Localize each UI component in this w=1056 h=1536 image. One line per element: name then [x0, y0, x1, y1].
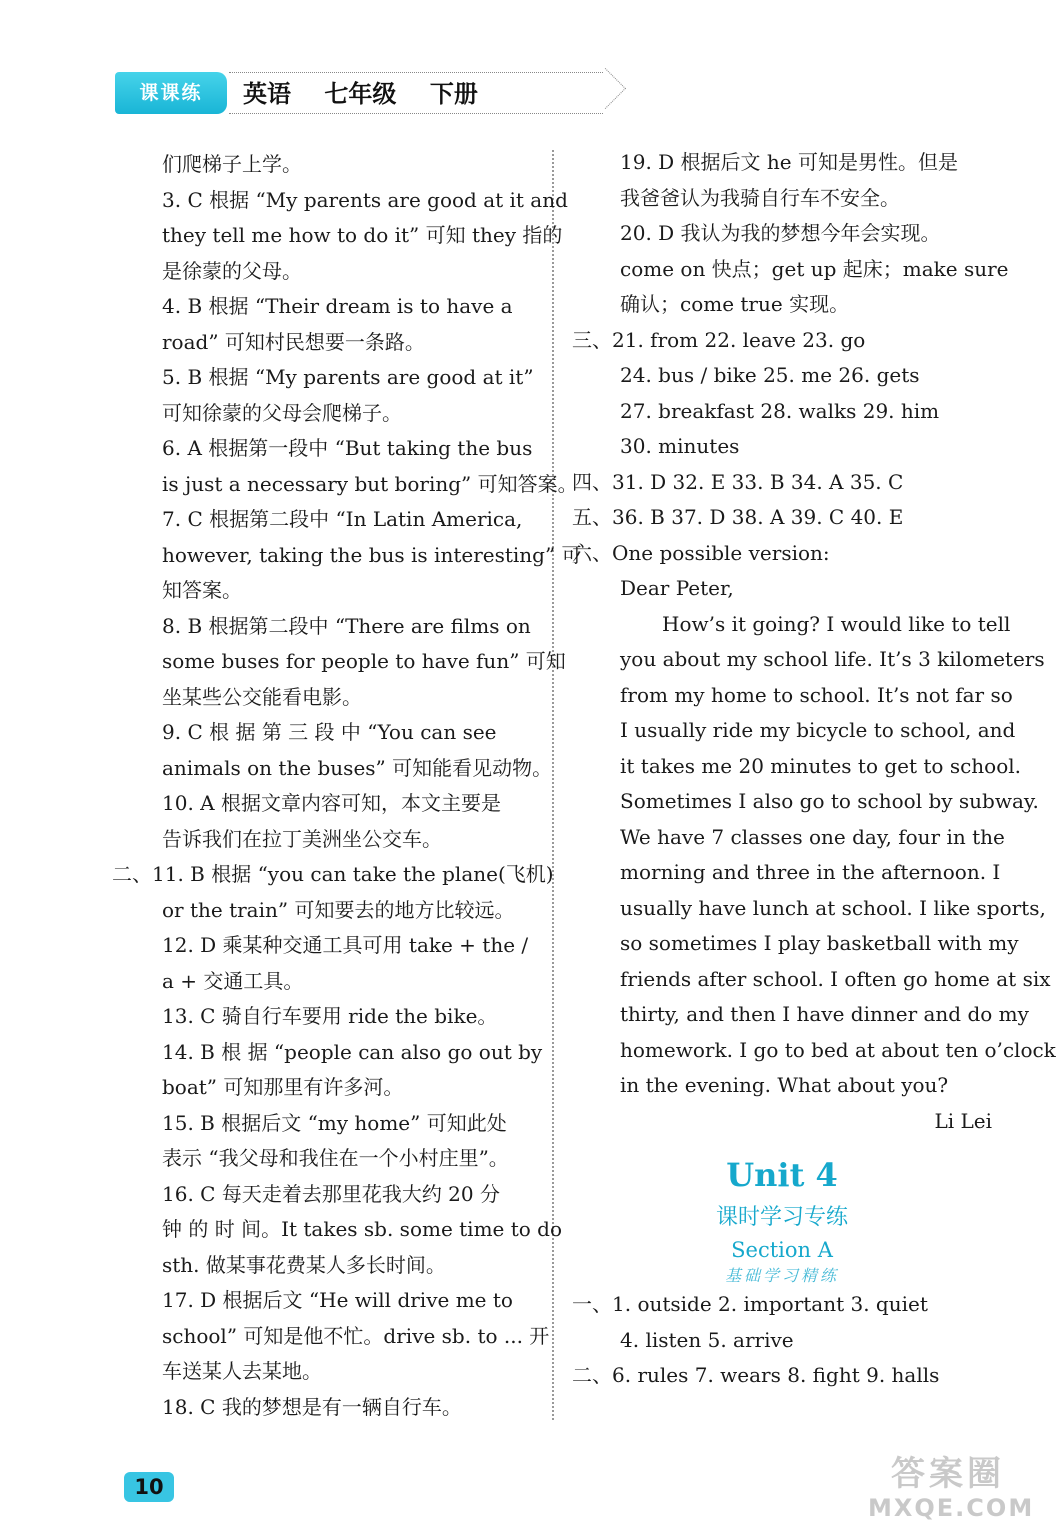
text-line: 坐某些公交能看电影。 — [162, 684, 362, 709]
text-line: road” 可知村民想要一条路。 — [162, 329, 425, 354]
text-line: 们爬梯子上学。 — [162, 152, 302, 176]
text-line: come on 快点；get up 起床；make sure — [620, 256, 1009, 281]
text-line: 确认；come true 实现。 — [620, 292, 850, 316]
answer-line: 8. B 根据第二段中 “There are films on — [162, 613, 531, 638]
answer-line: 5. B 根据 “My parents are good at it” — [162, 365, 534, 389]
letter-line: friends after school. I often go home at six — [620, 966, 1051, 991]
unit-answer-line: 二、6. rules 7. wears 8. fight 9. halls — [572, 1363, 940, 1387]
text-line: 告诉我们在拉丁美洲坐公交车。 — [162, 826, 442, 851]
practice-title: 基础学习精练 — [724, 1266, 839, 1285]
section-three-start: 三、21. from 22. leave 23. go — [572, 327, 866, 352]
page-number: 10 — [124, 1472, 174, 1502]
text-line: school” 可知是他不忙。drive sb. to ... 开 — [162, 1323, 550, 1348]
text-line: or the train” 可知要去的地方比较远。 — [162, 897, 515, 922]
watermark-logo — [868, 1454, 1035, 1526]
watermark-url: MXQE.COM — [868, 1494, 1035, 1522]
text-line: 是徐蒙的父母。 — [162, 258, 302, 283]
letter-line: you about my school life. It’s 3 kilometers — [620, 647, 1045, 671]
text-line: 知答案。 — [162, 578, 242, 602]
answer-line: 19. D 根据后文 he 可知是男性。但是 — [620, 150, 958, 174]
left-column — [112, 147, 582, 1425]
answer-line: 27. breakfast 28. walks 29. him — [620, 398, 940, 423]
letter-line: usually have lunch at school. I like sports, — [620, 895, 1046, 920]
answer-line: 10. A 根据文章内容可知，本文主要是 — [162, 791, 501, 815]
letter-line: morning and three in the afternoon. I — [620, 860, 1001, 884]
letter-line: from my home to school. It’s not far so — [620, 682, 1013, 707]
answer-line: 9. C 根 据 第 三 段 中 “You can see — [162, 720, 497, 744]
letter-salutation: Dear Peter, — [620, 576, 734, 600]
letter-line: How’s it going? I would like to tell — [662, 611, 1011, 636]
letter-line: thirty, and then I have dinner and do my — [620, 1002, 1029, 1026]
section-four: 四、31. D 32. E 33. B 34. A 35. C — [572, 469, 904, 494]
letter-line: so sometimes I play basketball with my — [620, 931, 1019, 955]
unit-title: Unit 4 — [726, 1156, 838, 1194]
text-line: 我爸爸认为我骑自行车不安全。 — [620, 185, 900, 210]
text-line: boat” 可知那里有许多河。 — [162, 1075, 404, 1099]
answer-line: 6. A 根据第一段中 “But taking the bus — [162, 436, 533, 460]
answer-line: 20. D 我认为我的梦想今年会实现。 — [620, 221, 941, 245]
letter-line: We have 7 classes one day, four in the — [620, 824, 1005, 849]
text-line: 可知徐蒙的父母会爬梯子。 — [162, 400, 402, 425]
answer-line: 24. bus / bike 25. me 26. gets — [620, 363, 920, 387]
text-line: 表示 “我父母和我住在一个小村庄里”。 — [162, 1146, 509, 1170]
unit-answer-line: 一、1. outside 2. important 3. quiet — [572, 1292, 928, 1316]
unit-subtitle: 课时学习专练 — [715, 1205, 848, 1230]
text-line: 车送某人去某地。 — [162, 1359, 322, 1383]
letter-line: Sometimes I also go to school by subway. — [620, 789, 1039, 813]
letter-line: I usually ride my bicycle to school, and — [620, 718, 1016, 742]
section-two-start: 二、11. B 根据 “you can take the plane(飞机) — [112, 862, 554, 886]
text-line: however, taking the bus is interesting” 可 — [162, 542, 582, 567]
letter-signature: Li Lei — [934, 1108, 992, 1133]
answer-line: 15. B 根据后文 “my home” 可知此处 — [162, 1110, 507, 1135]
text-line: sth. 做某事花费某人多长时间。 — [162, 1252, 446, 1277]
text-line: animals on the buses” 可知能看见动物。 — [162, 755, 553, 780]
answer-line: 16. C 每天走着去那里花我大约 20 分 — [162, 1181, 500, 1206]
section-six-start: 六、One possible version: — [572, 540, 830, 565]
text-line: 钟 的 时 间。It takes sb. some time to do — [162, 1217, 563, 1241]
watermark-text: 答案圈 — [891, 1454, 1005, 1494]
unit-answer-line: 4. listen 5. arrive — [620, 1327, 794, 1352]
text-line: is just a necessary but boring” 可知答案。 — [162, 471, 578, 496]
brand-badge: 课课练 — [115, 72, 227, 114]
section-five: 五、36. B 37. D 38. A 39. C 40. E — [572, 505, 904, 529]
section-title: Section A — [731, 1238, 833, 1262]
answer-line: 18. C 我的梦想是有一辆自行车。 — [162, 1394, 462, 1419]
text-line: some buses for people to have fun” 可知 — [162, 649, 566, 673]
answer-line: 12. D 乘某种交通工具可用 take + the / — [162, 933, 529, 957]
answer-line: 3. C 根据 “My parents are good at it and — [162, 187, 568, 212]
right-column — [572, 145, 1056, 1394]
answer-line: 7. C 根据第二段中 “In Latin America, — [162, 507, 523, 531]
answer-line: 14. B 根 据 “people can also go out by — [162, 1039, 543, 1064]
letter-line: it takes me 20 minutes to get to school. — [620, 753, 1021, 778]
text-line: a + 交通工具。 — [162, 968, 304, 993]
text-line: they tell me how to do it” 可知 they 指的 — [162, 223, 563, 247]
answer-line: 13. C 骑自行车要用 ride the bike。 — [162, 1004, 498, 1028]
answer-line: 17. D 根据后文 “He will drive me to — [162, 1288, 513, 1312]
letter-line: in the evening. What about you? — [620, 1073, 949, 1097]
answer-line: 30. minutes — [620, 434, 740, 458]
answer-line: 4. B 根据 “Their dream is to have a — [162, 294, 513, 318]
letter-line: homework. I go to bed at about ten o’clock — [620, 1037, 1056, 1062]
subject-title: 英语 七年级 下册 — [229, 72, 603, 114]
